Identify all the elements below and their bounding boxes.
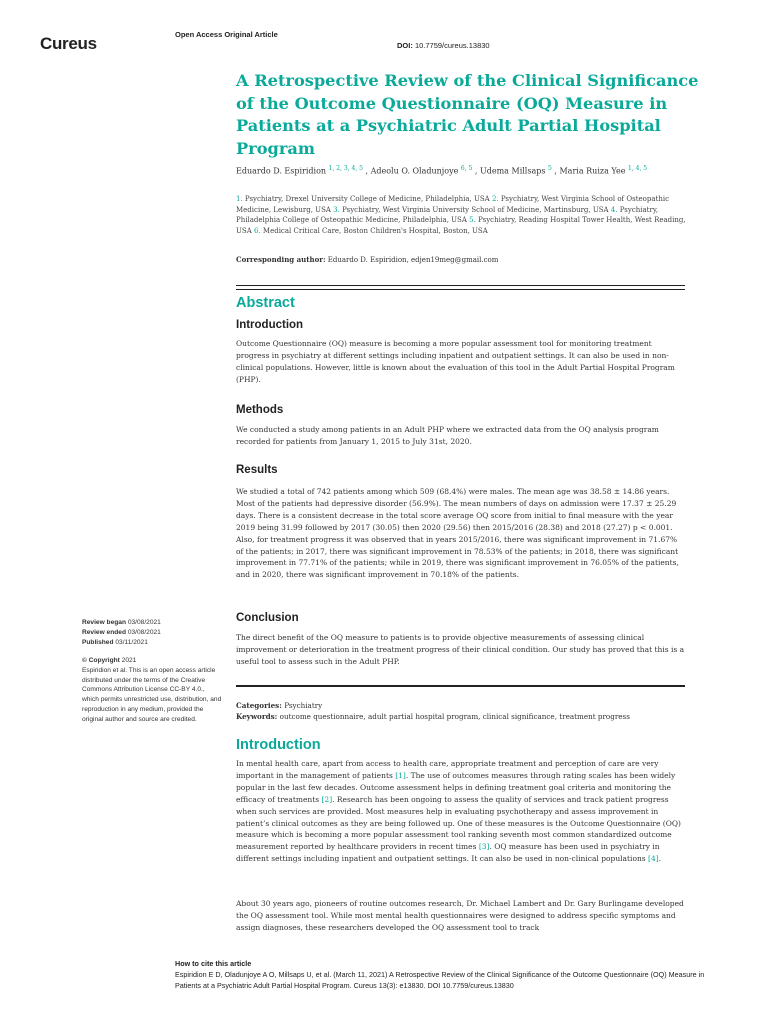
affiliation-text: Psychiatry, Reading Hospital Tower Health, West Reading, USA xyxy=(236,216,686,235)
article-metadata xyxy=(236,700,686,722)
how-to-cite-heading: How to cite this article xyxy=(175,959,252,968)
affiliation-number: 5. xyxy=(469,216,476,225)
introduction-heading: Introduction xyxy=(236,737,321,753)
review-began: Review began 03/08/2021 xyxy=(82,619,161,626)
doi xyxy=(397,41,490,50)
affiliation-text: Medical Critical Care, Boston Children's Hospital, Boston, USA xyxy=(262,226,488,235)
cureus-logo: Cureus xyxy=(40,34,97,53)
keywords: Keywords: outcome questionnaire, adult partial hospital program, clinical significance, treatment progress xyxy=(236,712,630,721)
abstract-conclusion-text: The direct benefit of the OQ measure to patients is to provide objective measurements of assessing clinical improvement or deterioration in the treatment progress of their clinical condition. Our study has proved that this is a useful tool to assess such in the Adult PHP. xyxy=(236,633,685,666)
introduction-paragraph: In mental health care, apart from access to health care, appropriate treatment and perception of care are very important in the management of patients [1]. The use of outcomes measures through rating scales has been widely popular in the last few decades. Outcome assessment helps in defining treatment goal criteria and monitoring the efficacy of treatments [2]. Research has been ongoing to assess the quality of services and track patient progress when such services are provided. Most measures help in evaluating psychotherapy and assess improvement in patient’s clinical outcomes as they are being followed up. One of these measures is the Outcome Questionnaire (OQ) measure which is becoming a more popular assessment tool ranking seventh most common standardized outcome measurement reported by healthcare providers in recent times [3]. OQ measure has been used in psychiatry in different settings including inpatient and outpatient settings. It can also be used in non-clinical populations [4]. xyxy=(236,759,681,864)
published-date: Published 03/11/2021 xyxy=(82,638,148,646)
reference-link[interactable]: [3] xyxy=(478,842,490,852)
affiliation-number: 2. xyxy=(491,195,499,203)
category-link[interactable]: Psychiatry xyxy=(284,701,323,710)
corresponding-author-value[interactable]: Eduardo D. Espiridion, edjen19meg@gmail.com xyxy=(327,256,499,264)
section-divider xyxy=(236,685,685,687)
reference-link[interactable]: [1] xyxy=(395,770,406,780)
corresponding-author xyxy=(236,255,686,264)
author-name[interactable]: Maria Ruiza Yee xyxy=(559,166,626,176)
abstract-introduction-heading: Introduction xyxy=(236,319,304,331)
author-name[interactable]: Eduardo D. Espiridion xyxy=(236,166,327,176)
abstract-conclusion-heading: Conclusion xyxy=(236,612,299,624)
affiliation-number: 1. xyxy=(236,195,243,203)
citation-text: Espiridion E D, Oladunjoye A O, Millsaps U, et al. (March 11, 2021) A Retrospective Review of the Clinical Significance of the Outcome Questionnaire (OQ) Measure in Patients at a Psychiatric Adult Partial Hospital Program. Cureus 13(3): e13830. DOI 10.7759/cureus.13830 xyxy=(175,970,705,990)
author-list: Eduardo D. Espiridion $^{1, 2, 3, 4, 5}$ , Adeolu O. Oladunjoye $^{6, 5}$ , Udema Millsaps $^5$ , Maria Ruiza Yee $^{1, 4, 5}$ xyxy=(236,165,648,176)
abstract-results-text: We studied a total of 742 patients among which 509 (68.4%) were males. The mean age was 38.58 ± 14.86 years. Most of the patients had depressive disorder (56.9%). The mean numbers of days on admission were 17.37 ± 25.29 days. There is a consistent decrease in the total score average OQ score from initial to final measure with the year 2019 being 31.99 followed by 2017 (30.05) then 2020 (29.56) then 2015/2016 (28.38) and 2018 (27.27) p < 0.001. Also, for treatment progress it was observed that in years 2015/2016, there was significant improvement in 71.67% of the patients; in 2017, there was significant improvement in 78.53% of the patients; in 2018, there was significant improvement in 77.71% of the patients; while in 2019, there was significant improvement in 76.05% of the patients, and in 2020, there was significant improvement in 70.18% of the patients. xyxy=(236,487,679,580)
section-divider xyxy=(236,285,685,290)
author-affiliation-refs[interactable]: 1, 4, 5 xyxy=(628,165,648,172)
introduction-paragraph: About 30 years ago, pioneers of routine outcomes research, Dr. Michael Lambert and Dr. Gary Burlingame developed the OQ assessment tool. While most mental health questionnaires were designed to address specific symptoms and assign diagnoses, these researchers developed the OQ assessment tool to track xyxy=(236,899,684,932)
doi-label: DOI: xyxy=(397,41,413,50)
author-affiliation-refs[interactable]: 1, 2, 3, 4, 5 xyxy=(328,165,363,172)
abstract-heading: Abstract xyxy=(236,295,295,311)
abstract-methods-text: We conducted a study among patients in an Adult PHP where we extracted data from the OQ analysis program recorded for patients from January 1, 2015 to July 31st, 2020. xyxy=(236,425,659,446)
affiliation-text: Psychiatry, Philadelphia College of Osteopathic Medicine, Philadelphia, USA xyxy=(236,205,659,225)
abstract-results-heading: Results xyxy=(236,464,278,476)
affiliations xyxy=(236,194,691,236)
author-name[interactable]: Udema Millsaps xyxy=(480,166,546,176)
article-title: A Retrospective Review of the Clinical Significance of the Outcome Questionnaire (OQ) Measure in Patients at a Psychiatric Adult Partial Hospital Program xyxy=(236,71,699,158)
license-text: Espiridion et al. This is an open access article distributed under the terms of the Creative Commons Attribution License CC-BY 4.0., which permits unrestricted use, distribution, and reproduction in any medium, provided the original author and source are credited. xyxy=(82,666,222,724)
article-type: Open Access Original Article xyxy=(175,30,278,39)
corresponding-author-label: Corresponding author: xyxy=(236,255,326,264)
affiliation-text: Psychiatry, West Virginia University School of Medicine, Martinsburg, USA xyxy=(342,205,609,214)
review-ended: Review ended 03/08/2021 xyxy=(82,628,161,636)
categories: Categories: Psychiatry xyxy=(236,701,323,710)
affiliation-text: Psychiatry, Drexel University College of Medicine, Philadelphia, USA xyxy=(244,195,490,203)
affiliation-number: 6. xyxy=(253,226,261,235)
author-affiliation-refs[interactable]: 5 xyxy=(548,165,552,172)
affiliation-number: 3. xyxy=(333,205,340,214)
how-to-cite xyxy=(175,958,715,991)
reference-link[interactable]: [2] xyxy=(321,794,333,804)
author-affiliation-refs[interactable]: 6, 5 xyxy=(460,165,473,172)
abstract-methods-heading: Methods xyxy=(236,404,284,416)
affiliation-text: Psychiatry, West Virginia School of Osteopathic Medicine, Lewisburg, USA xyxy=(236,195,669,214)
copyright: © Copyright 2021 xyxy=(82,656,137,664)
affiliation-number: 4. xyxy=(610,205,618,214)
author-name[interactable]: Adeolu O. Oladunjoye xyxy=(370,166,459,176)
doi-value[interactable]: 10.7759/cureus.13830 xyxy=(414,41,490,50)
abstract-introduction-text: Outcome Questionnaire (OQ) measure is becoming a more popular assessment tool for monitoring treatment progress in psychiatry at different settings including inpatient and outpatient settings. It can also be used in non-clinical populations. However, little is known about the evaluation of this tool in the Adult Partial Hospital Program (PHP). xyxy=(236,339,675,384)
article-history-sidebar xyxy=(82,618,222,725)
reference-link[interactable]: [4] xyxy=(648,854,659,864)
